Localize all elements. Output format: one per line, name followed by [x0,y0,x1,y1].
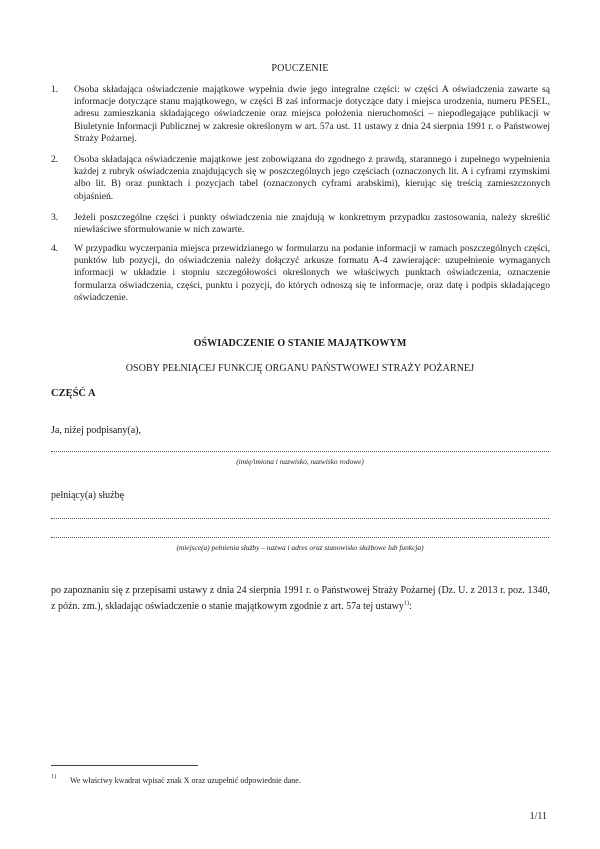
footnote-divider [51,765,198,766]
instruction-text: Osoba składająca oświadczenie majątkowe wypełnia dwie jego integralne części: w części A oświadczenia zawarte są informacje dotyczące stanu majątkowego, w części B zaś informacje dotyczące daty i miejsca urodzenia, numeru PESEL, adresu zamieszkania składającego oświadczenie oraz miejsca położenia nieruchomości – niepodlegające publikacji w Biuletynie Informacji Publicznej w zakresie określonym w art. 57a ust. 11 ustawy z dnia 24 sierpnia 1991 r. o Państwowej Straży Pożarnej. [74,84,550,144]
instruction-number: 4. [51,243,59,254]
instructions-heading: POUCZENIE [271,63,329,74]
part-a-label: CZĘŚĆ A [51,388,96,399]
footnote-text: We właściwy kwadrat wpisać znak X oraz uzupełnić odpowiednie dane. [70,776,301,785]
name-caption: (imię/imiona i nazwisko, nazwisko rodowe) [236,457,364,466]
service-caption: (miejsce(a) pełnienia służby – nazwa i adres oraz stanowisko służbowe lub funkcja) [176,543,424,552]
instruction-item-4 [51,243,550,304]
instruction-text: Jeżeli poszczególne części i punkty oświadczenia nie znajdują w konkretnym przypadku zastosowania, należy skreślić niewłaściwe sformułowanie w nich zawarte. [74,212,550,236]
footnote-mark: 1) [51,774,56,780]
footnote-ref: 1) [403,600,409,607]
instruction-number: 1. [51,84,59,95]
instruction-text: W przypadku wyczerpania miejsca przewidzianego w formularzu na podanie informacji w ramach poszczególnych części, punktów lub pozycji, do oświadczenia należy dołączyć arkusze formatu A-4 zawierające: uzupełnienie wymaganych informacji w układzie i stopniu szczegółowości określonych we właściwych punktach oświadczenia, oznaczenie formularza oświadczenia, części, punktu i pozycji, do których odnoszą się te informacje, oraz datę i podpis składającego oświadczenie. [74,243,550,303]
form-title: OŚWIADCZENIE O STANIE MAJĄTKOWYM [193,338,407,349]
page-number: 1/11 [529,811,547,822]
instruction-number: 3. [51,212,59,223]
service-field-line-2[interactable] [51,537,549,538]
declaration-end: : [408,601,412,612]
instruction-text: Osoba składająca oświadczenie majątkowe jest zobowiązana do zgodnego z prawdą, starannego i zupełnego wypełnienia każdej z rubryk oświadczenia znajdujących się w poszczególnych jego częściach (oznaczonych lit. A i cyframi rzymskimi albo lit. B) oraz punktach i pozycjach tabel (oznaczonych cyframi arabskimi), kierując się treścią zamieszczonych objaśnień. [74,154,550,202]
instruction-item-1 [51,84,550,145]
service-label: pełniący(a) służbę [51,490,125,501]
declaration-text [51,583,550,615]
instruction-number: 2. [51,154,59,165]
name-field[interactable] [51,451,549,452]
signer-label: Ja, niżej podpisany(a), [51,425,141,436]
declaration-body: po zapoznaniu się z przepisami ustawy z dnia 24 sierpnia 1991 r. o Państwowej Straży Pożarnej (Dz. U. z 2013 r. poz. 1340, z późn. zm.), składając oświadczenie o stanie majątkowym zgodnie z art. 57a tej ustawy [51,585,550,612]
footnote [51,776,550,785]
instruction-item-2 [51,154,550,203]
service-field-line-1[interactable] [51,518,549,519]
form-subtitle: OSOBY PEŁNIĄCEJ FUNKCJĘ ORGANU PAŃSTWOWEJ STRAŻY POŻARNEJ [125,363,475,374]
instruction-item-3 [51,212,550,236]
